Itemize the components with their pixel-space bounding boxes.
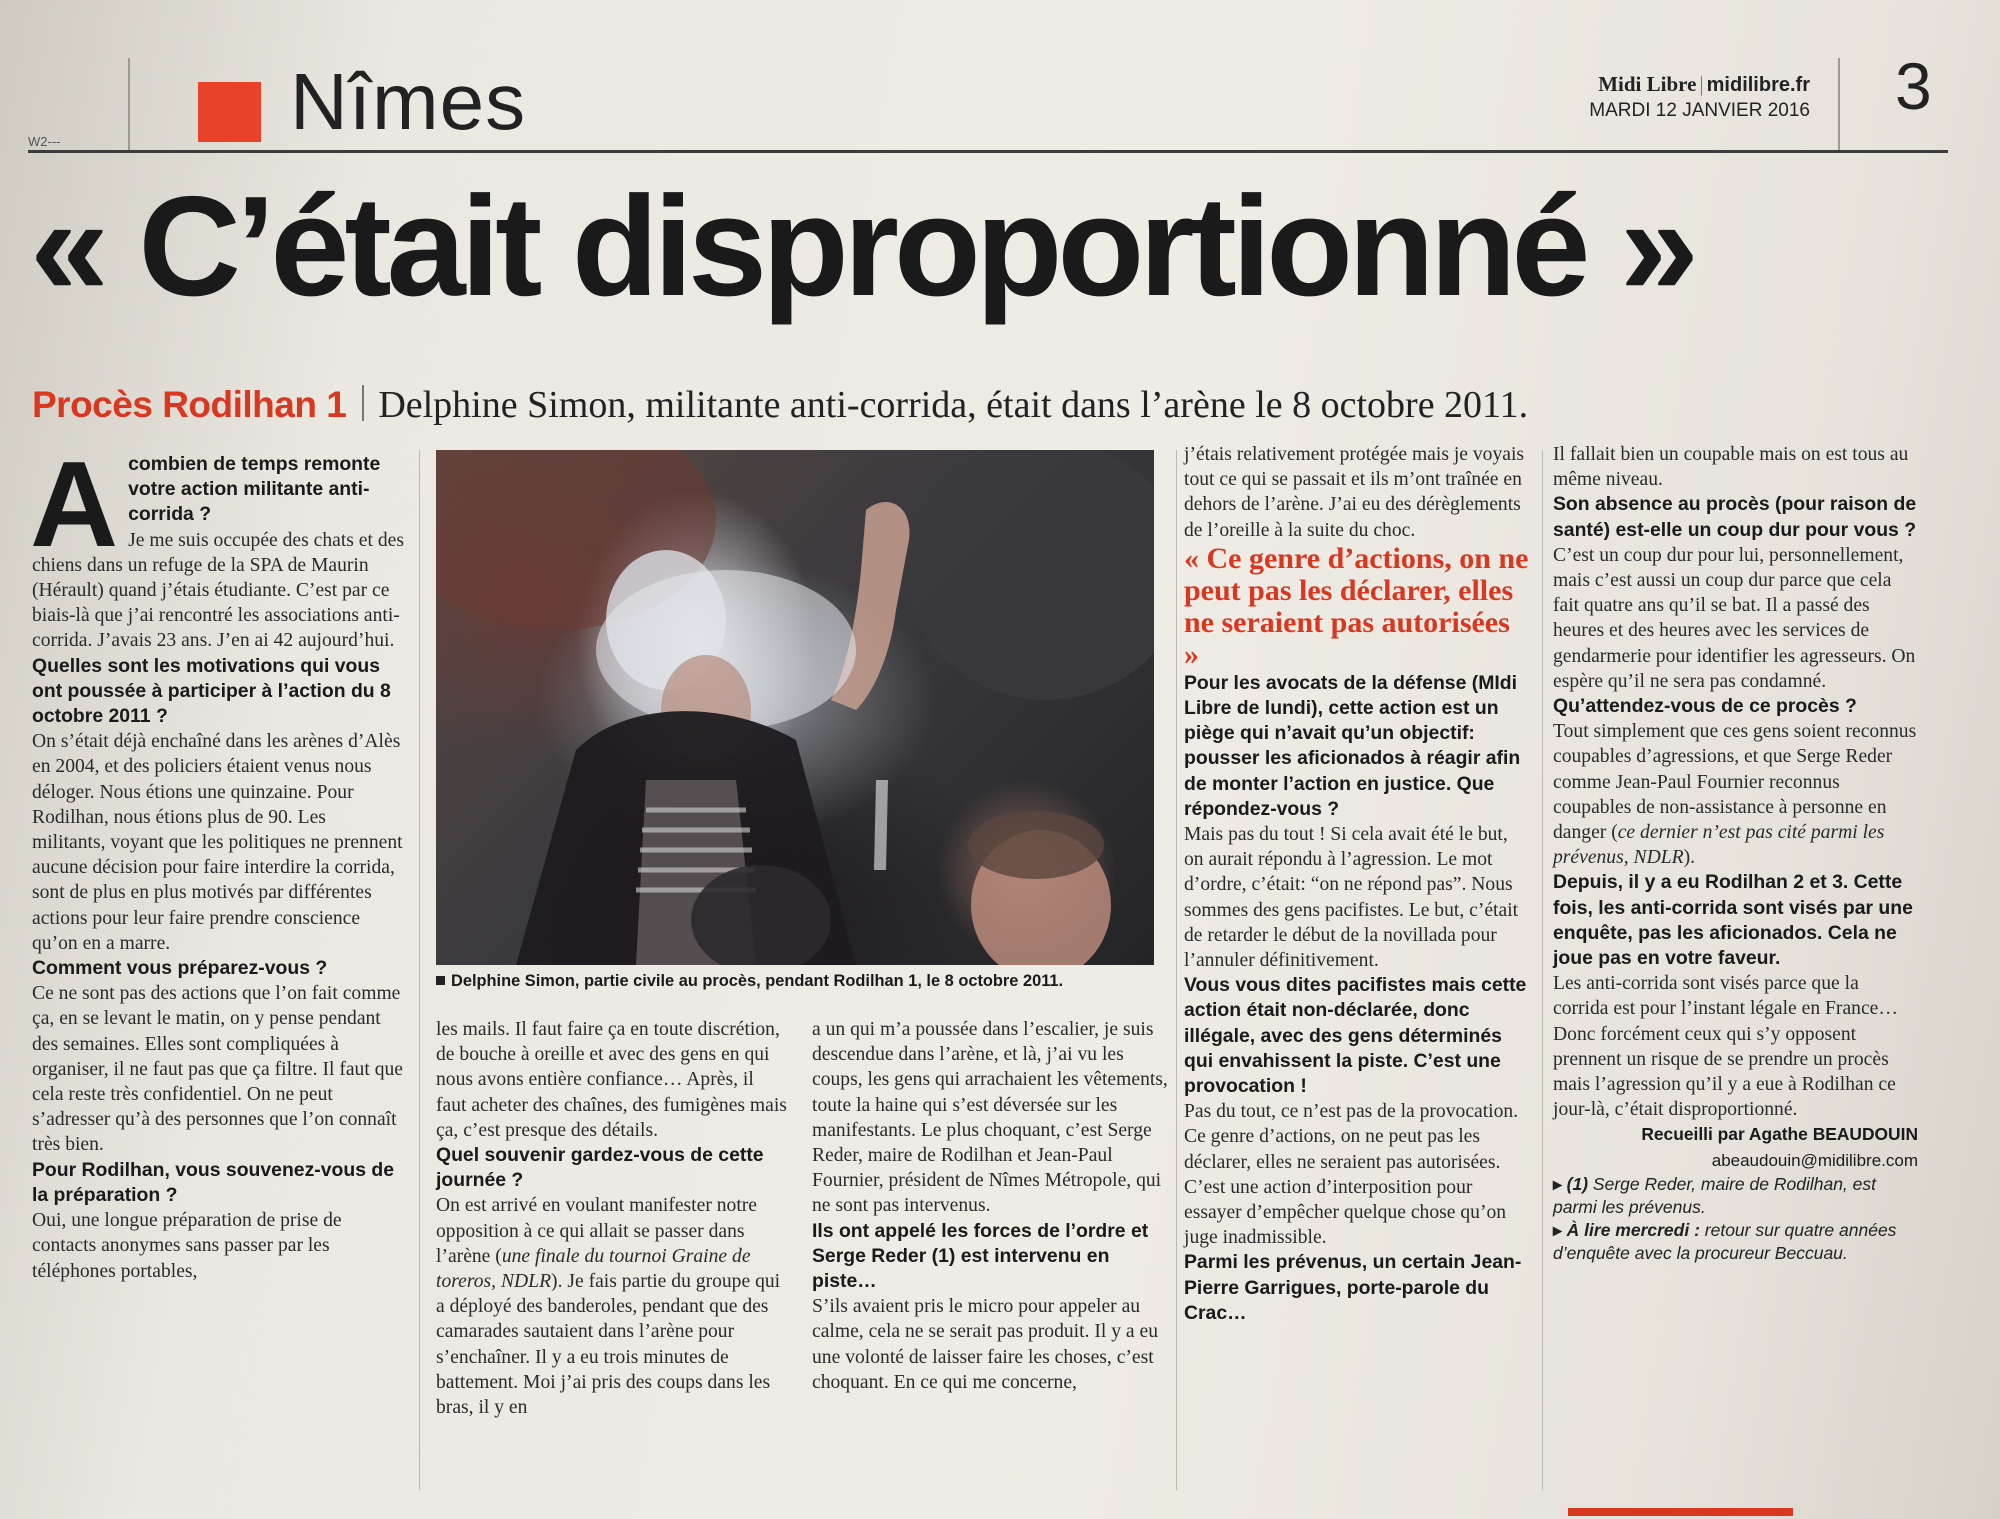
answer-8: Pas du tout, ce n’est pas de la provocation. Ce genre d’actions, on ne peut pas les déclarer, elles ne seraient pas autorisées. C’est une action d’interposition pour essayer d’empêcher quelque chose qu’on juge inadmissible. [1184, 1101, 1519, 1249]
footnote-2-text: retour sur quatre années d’enquête avec la procureur Beccuau. [1553, 1219, 1897, 1263]
dropcap: A [30, 436, 119, 572]
masthead-brand [1555, 72, 1810, 97]
caption-text: Delphine Simon, partie civile au procès, pendant Rodilhan 1, le 8 octobre 2011. [451, 972, 1064, 990]
page-number: 3 [1895, 49, 1932, 123]
issue-date: MARDI 12 JANVIER 2016 [1589, 100, 1810, 121]
column-4 [1184, 442, 1532, 1326]
footnote-2-mark: À lire mercredi : [1566, 1219, 1700, 1240]
answer-11-text-b: ). [1683, 847, 1696, 869]
byline-email: abeaudouin@midilibre.com [1711, 1150, 1918, 1170]
caption-square-icon [436, 976, 445, 985]
section-marker-square [198, 82, 261, 142]
answer-5-italic: une finale du tournoi Graine de toreros, NDLR [436, 1245, 751, 1293]
column-2 [436, 1017, 788, 1420]
answer-continued-3: j’étais relativement protégée mais je voyais tout ce qui se passait et ils m’ont traînée en dehors de l’arène. J’ai eu des dérèglements de l’oreille à la suite du choc. [1184, 444, 1525, 541]
footer-red-bar [1568, 1508, 1793, 1516]
answer-5-text-a: On est arrivé en voulant manifester notre opposition à ce qui allait se passer dans l’arène ( [436, 1195, 758, 1267]
question-8: Vous vous dites pacifistes mais cette action était non-déclarée, donc illégale, avec des gens déterminés qui envahissent la piste. C’est une provocation ! [1184, 974, 1527, 1098]
answer-10: C’est un coup dur pour lui, personnellement, mais c’est aussi un coup dur parce que cela fait quatre ans qu’il se bat. Il a passé des heures et des heures avec les services de gendarmerie pour identifier les agresseurs. On espère qu’il ne sera pas condamné. [1553, 544, 1916, 692]
brand-name: Midi Libre [1598, 72, 1697, 96]
column-rule-1 [419, 450, 420, 1490]
question-5: Quel souvenir gardez-vous de cette journée ? [436, 1144, 764, 1192]
brand-site: midilibre.fr [1706, 74, 1810, 96]
section-name: Nîmes [290, 57, 527, 146]
answer-continued: les mails. Il faut faire ça en toute discrétion, de bouche à oreille et avec des gens en qui nous avons entière confiance… Après, il faut acheter des chaînes, des fumigènes mais ça, c’est presque des détails. [436, 1019, 787, 1141]
question-2: Quelles sont les motivations qui vous ont poussée à participer à l’action du 8 octobre 2011 ? [32, 654, 391, 728]
column-1 [30, 436, 404, 1284]
answer-5-text-b: ). Je fais partie du groupe qui a déployé des banderoles, pendant que des camarades sautaient dans l’arène pour s’enchaîner. Il y a eu trois minutes de battement. Moi j’ai pris des coups dans les bras, il y en [436, 1271, 781, 1419]
column-rule-3 [1542, 450, 1543, 1490]
deck-text: Delphine Simon, militante anti-corrida, était dans l’arène le 8 octobre 2011. [378, 384, 1529, 426]
column-3 [812, 1017, 1168, 1395]
photo-caption [436, 972, 1176, 991]
question-12: Depuis, il y a eu Rodilhan 2 et 3. Cette fois, les anti-corrida sont visés par une enquête, pas les aficionados. Cela ne joue pas en votre faveur. [1553, 871, 1913, 970]
answer-11-text-a: Tout simplement que ces gens soient reconnus coupables d’agressions, et que Serge Reder comme Jean-Paul Fournier reconnus coupables de non-assistance à personne en danger ( [1553, 721, 1917, 844]
answer-4: Oui, une longue préparation de prise de contacts anonymes sans passer par les téléphones portables, [32, 1210, 342, 1282]
answer-5 [436, 1193, 788, 1420]
headline: « C’était disproportionné » [30, 167, 1694, 326]
header-rule [28, 150, 1948, 153]
answer-12: Les anti-corrida sont visés parce que la corrida est pour l’instant légale en France… Donc forcément ceux qui s’y opposent prennent un risque de se prendre un procès mais l’agression qu’il y a eue à Rodilhan ce jour-là, c’était disproportionné. [1553, 973, 1898, 1121]
pull-quote: « Ce genre d’actions, on ne peut pas les déclarer, elles ne seraient pas autorisées » [1184, 541, 1529, 671]
answer-6: S’ils avaient pris le micro pour appeler au calme, cela ne se serait pas produit. Il y a eu une volonté de laisser faire les choses, c’est choquant. En ce qui me concerne, [812, 1296, 1159, 1393]
column-rule-2 [1176, 450, 1177, 1490]
footnote-1-mark: (1) [1566, 1173, 1589, 1194]
answer-7: Mais pas du tout ! Si cela avait été le but, on aurait répondu à l’agression. Le mot d’ordre, c’était: “on ne répond pas”. Nous sommes des gens pacifistes. Le but, c’était de retarder le début de la novillada pour l’annuler définitivement. [1184, 824, 1519, 972]
answer-1: Je me suis occupée des chats et des chiens dans un refuge de la SPA de Maurin (Hérault) quand j’étais étudiante. C’est par ce biais-là que j’ai rencontré les associations anti-corrida. J’avais 23 ans. J’en ai 42 aujourd’hui. [32, 529, 404, 652]
header-left-rule [128, 58, 130, 150]
column-5 [1553, 442, 1918, 1265]
footnote-2 [1553, 1219, 1918, 1265]
answer-11 [1553, 719, 1918, 870]
deck-kicker: Procès Rodilhan 1 [32, 384, 347, 425]
footnote-1-text: Serge Reder, maire de Rodilhan, est parmi les prévenus. [1553, 1173, 1876, 1217]
answer-11-italic: ce dernier n’est pas cité parmi les prévenus, NDLR [1553, 822, 1885, 869]
deck [32, 383, 1972, 427]
folio-code: W2--- [28, 134, 61, 149]
answer-continued-2: a un qui m’a poussée dans l’escalier, je suis descendue dans l’arène, et là, j’ai vu les coups, les gens qui arrachaient les vêtements, toute la haine qui s’est déversée sur les manifestants. Le plus choquant, c’est Serge Reder, maire de Rodilhan et Jean-Paul Fournier, président de Nîmes Métropole, qui ne sont pas intervenus. [812, 1019, 1168, 1217]
footnote-1 [1553, 1173, 1918, 1219]
footnote-arrow-icon: ▸ [1553, 1173, 1567, 1194]
answer-continued-4: Il fallait bien un coupable mais on est tous au même niveau. [1553, 444, 1909, 491]
question-3: Comment vous préparez-vous ? [32, 957, 328, 980]
question-10: Son absence au procès (pour raison de santé) est-elle un coup dur pour vous ? [1553, 493, 1917, 541]
question-11: Qu’attendez-vous de ce procès ? [1553, 695, 1857, 718]
byline: Recueilli par Agathe BEAUDOUIN [1641, 1124, 1918, 1145]
answer-2: On s’était déjà enchaîné dans les arènes d’Alès en 2004, et des policiers étaient venus nous déloger. Nous étions une quinzaine. Pour Rodilhan, nous étions plus de 90. Les militants, voyant que les politiques ne prennent aucune décision pour faire interdire la corrida, sont de plus en plus motivés par différentes actions pour leur faire prendre conscience qu’on en a marre. [32, 731, 403, 954]
footnote-arrow-icon-2: ▸ [1553, 1219, 1567, 1240]
photo-illustration [436, 450, 1154, 965]
question-1: combien de temps remonte votre action militante anti-corrida ? [128, 453, 381, 526]
answer-3: Ce ne sont pas des actions que l’on fait comme ça, en se levant le matin, on y pense pendant des semaines. Elles sont compliquées à organiser, il ne faut pas que ça filtre. Il faut que cela reste très confidentiel. On ne peut s’adresser qu’à des personnes que l’on connaît très bien. [32, 983, 403, 1156]
question-9: Parmi les prévenus, un certain Jean-Pierre Garrigues, porte-parole du Crac… [1184, 1251, 1522, 1324]
question-6: Ils ont appelé les forces de l’ordre et Serge Reder (1) est intervenu en piste… [812, 1219, 1149, 1293]
news-photo [436, 450, 1154, 965]
question-4: Pour Rodilhan, vous souvenez-vous de la préparation ? [32, 1158, 395, 1206]
header-right-rule [1838, 58, 1840, 150]
deck-separator [362, 385, 364, 421]
question-7: Pour les avocats de la défense (MIdi Libre de lundi), cette action est un piège qui n’avait qu’un objectif: pousser les aficionados à réagir afin de monter l’action en justice. Que répondez-vous ? [1184, 671, 1521, 820]
brand-separator: | [1699, 72, 1704, 96]
